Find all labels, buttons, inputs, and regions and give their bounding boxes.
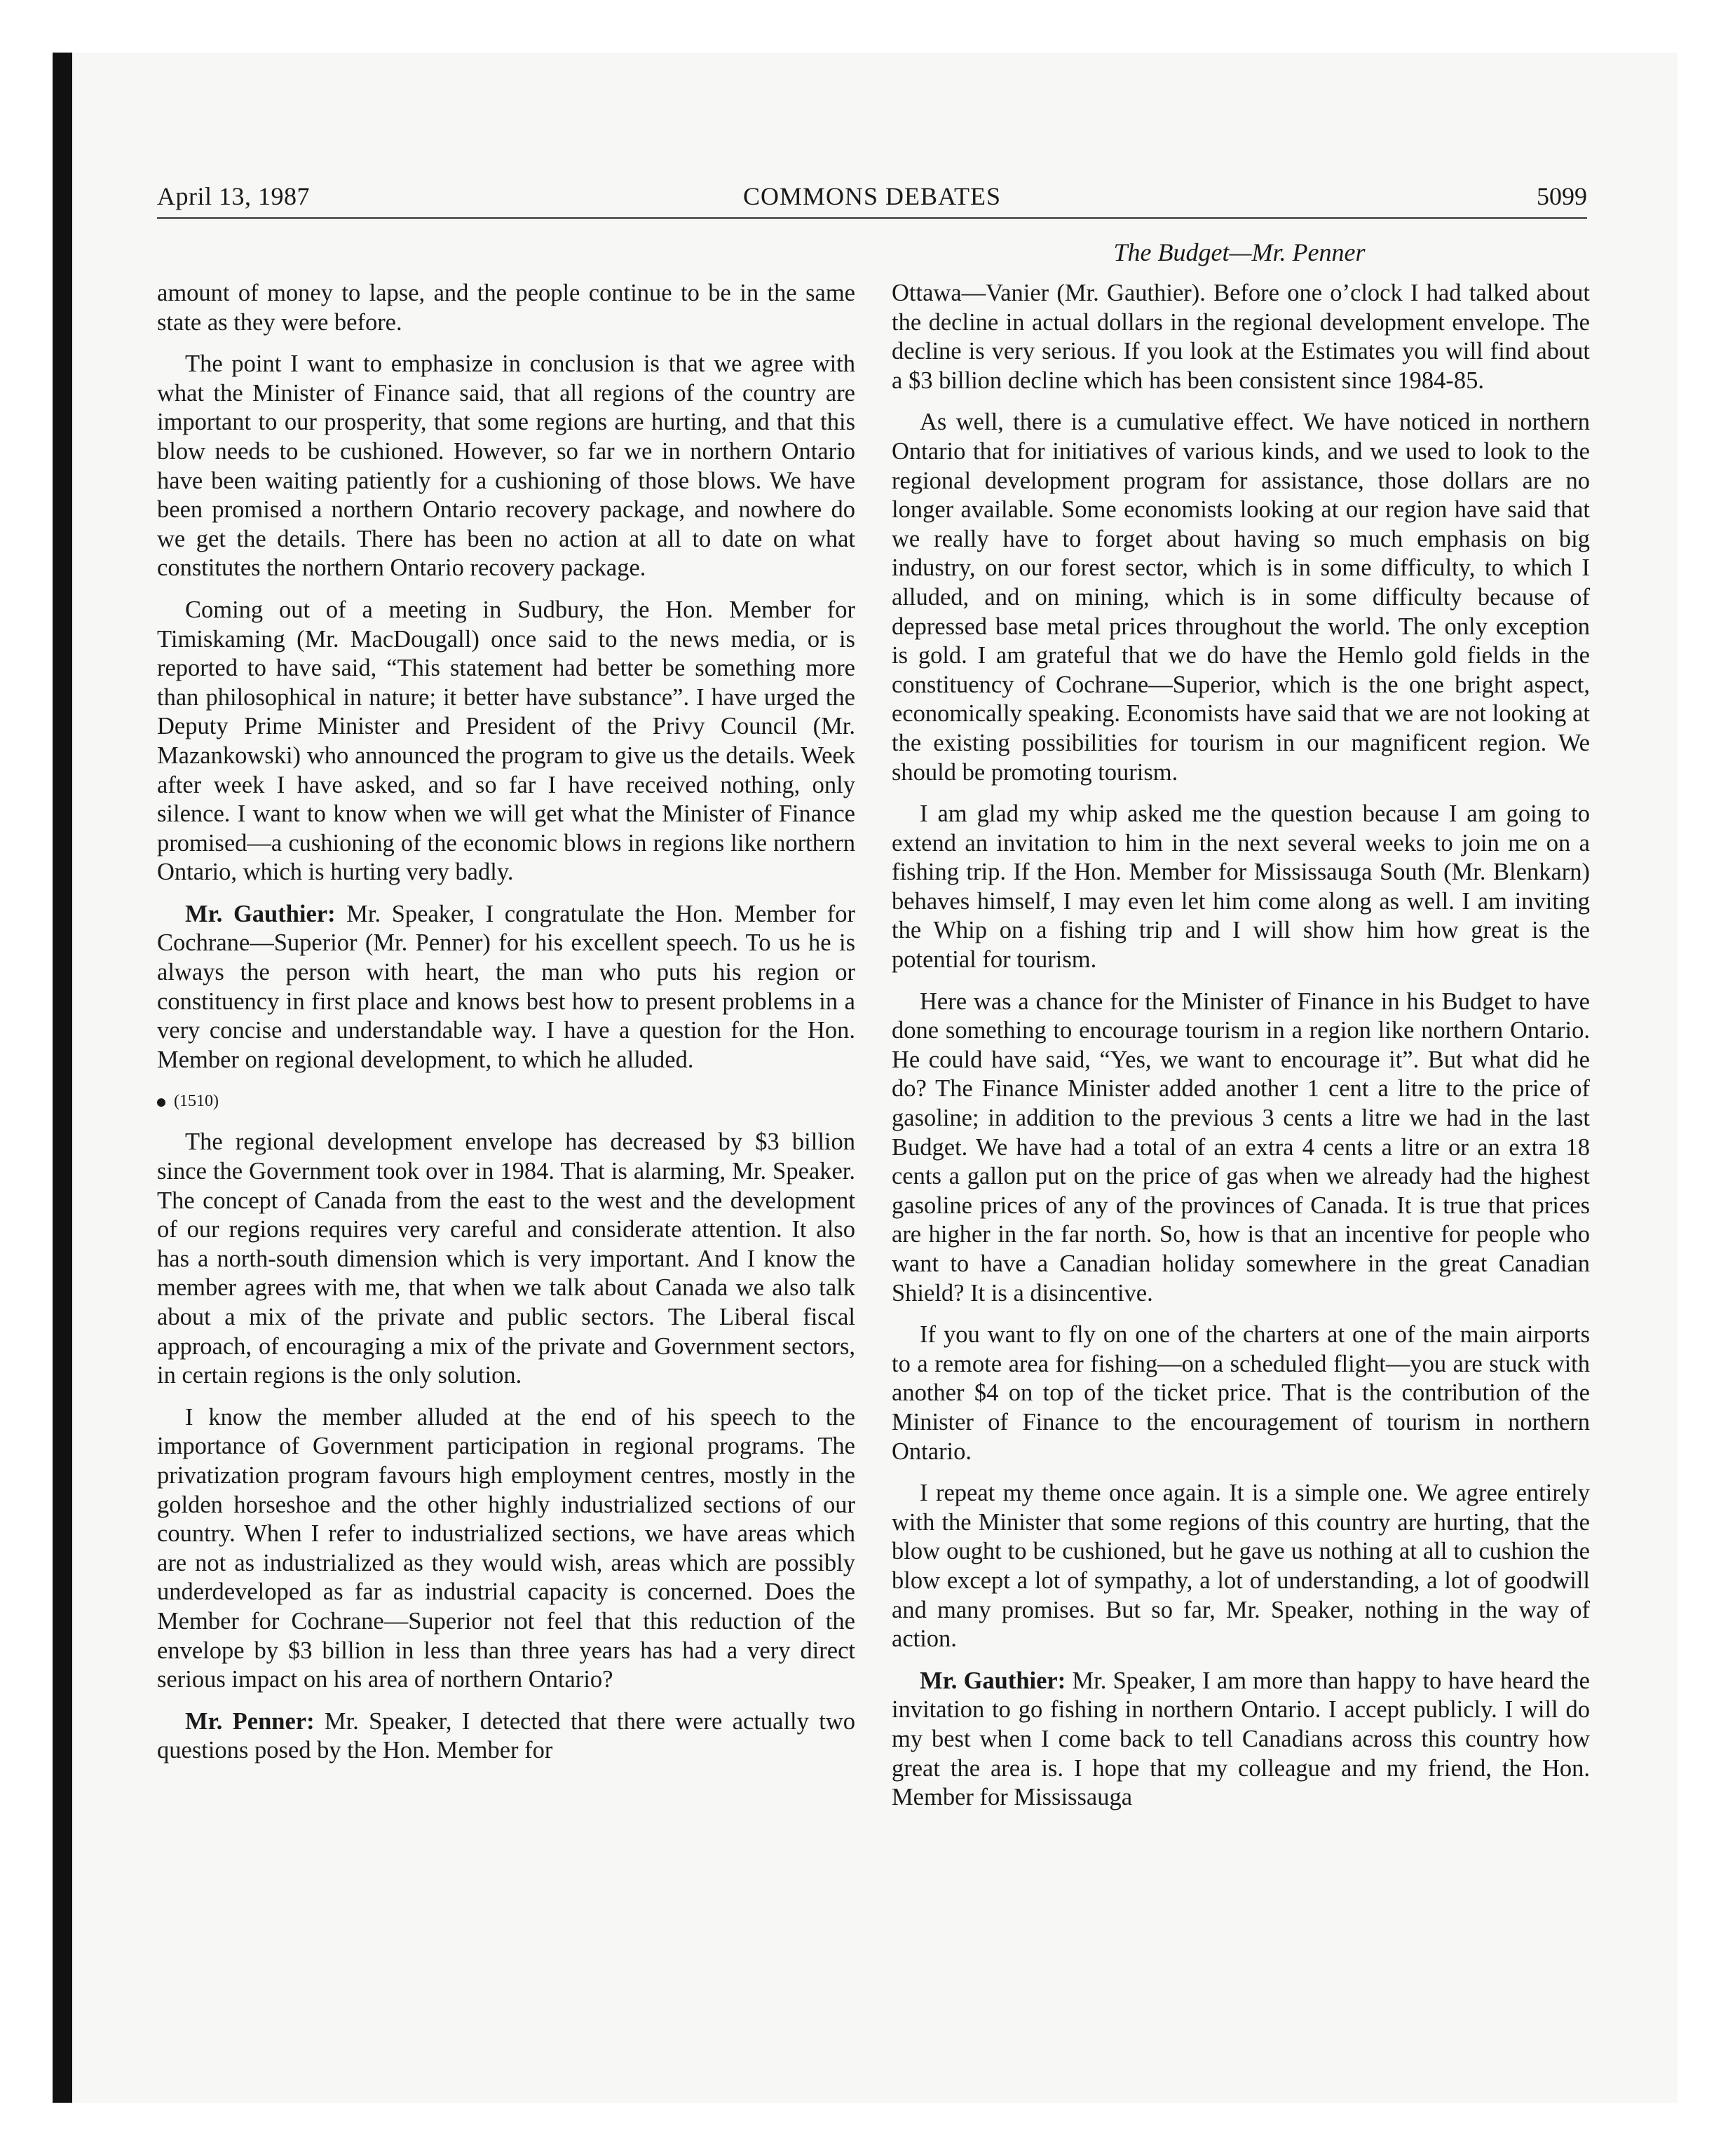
speaker-paragraph <box>157 1707 855 1766</box>
paragraph: As well, there is a cumulative effect. We have noticed in northern Ontario that for initiatives of various kinds, and we used to look to the regional development program for assistance, those dollars are no longer available. Some economists looking at our region have said that we really have to forget about having so much emphasis on big industry, on our forest sector, which is in some difficulty, to which I alluded, and on mining, which is in some difficulty because of depressed base metal prices throughout the world. The only exception is gold. I am grateful that we do have the Hemlo gold fields in the constituency of Cochrane—Superior, which is the one bright aspect, economically speaking. Economists have said that we are not looking at the existing possibilities for tourism in our magnificent region. We should be promoting tourism. <box>892 409 1590 786</box>
running-head: The Budget—Mr. Penner <box>1113 238 1366 266</box>
speaker-paragraph <box>157 900 855 1075</box>
paragraph: Ottawa—Vanier (Mr. Gauthier). Before one o’clock I had talked about the decline in actual dollars in the regional development envelope. The decline is very serious. If you look at the Estimates you will find about a $3 billion decline which has been consistent since 1984-85. <box>892 280 1590 394</box>
bullet-dot-icon <box>157 1098 165 1107</box>
paragraph: I am glad my whip asked me the question because I am going to extend an invitation to him in the next several weeks to join me on a fishing trip. If the Hon. Member for Mississauga South (Mr. Blenkarn) behaves himself, I may even let him come along as well. I am inviting the Whip on a fishing trip and I will show him how great is the potential for tourism. <box>892 800 1590 974</box>
paragraph: Here was a chance for the Minister of Finance in his Budget to have done something to encourage tourism in a region like northern Ontario. He could have said, “Yes, we want to encourage it”. But what did he do? The Finance Minister added another 1 cent a litre to the price of gasoline; in addition to the previous 3 cents a litre we had in the last Budget. We have had a total of an extra 4 cents a litre or an extra 18 cents a gallon put on the price of gas when we already had the highest gasoline prices of any of the provinces of Canada. It is true that prices are higher in the far north. So, how is that an incentive for people who want to have a Canadian holiday somewhere in the great Canadian Shield? It is a disincentive. <box>892 988 1590 1306</box>
scan-edge-bar <box>53 53 72 2103</box>
header-date: April 13, 1987 <box>157 182 310 210</box>
speech-text: Mr. Speaker, I detected that there were actually two questions posed by the Hon. Member for <box>157 1707 855 1764</box>
paragraph: Coming out of a meeting in Sudbury, the Hon. Member for Timiskaming (Mr. MacDougall) once said to the news media, or is reported to have said, “This statement had better be something more than philosophical in nature; it better have substance”. I have urged the Deputy Prime Minister and President of the Privy Council (Mr. Mazankowski) who announced the program to give us the details. Week after week I have asked, and so far I have received nothing, only silence. I want to know when we will get what the Minister of Finance promised—a cushioning of the economic blows in regions like northern Ontario, which is hurting very badly. <box>157 596 855 886</box>
header-title: COMMONS DEBATES <box>742 182 1002 210</box>
speaker-name: Mr. Gauthier: <box>920 1667 1066 1694</box>
left-column <box>157 279 855 1778</box>
time-marker-text: (1510) <box>174 1092 219 1111</box>
speaker-name: Mr. Penner: <box>185 1707 315 1735</box>
paragraph: I know the member alluded at the end of his speech to the importance of Government participation in regional programs. The privatization program favours high employment centres, mostly in the golden horseshoe and the other highly industrialized sections of our country. When I refer to industrialized sections, we have areas which are not as industrialized as they would wish, areas which are possibly underdeveloped as far as industrial capacity is concerned. Does the Member for Cochrane—Superior not feel that this reduction of the envelope by $3 billion in less than three years has had a very direct serious impact on his area of northern Ontario? <box>157 1403 855 1693</box>
page-header <box>157 181 1587 219</box>
paragraph: If you want to fly on one of the charters at one of the main airports to a remote area for fishing—on a scheduled flight—you are stuck with another $4 on top of the ticket price. That is the contribution of the Minister of Finance to the encouragement of tourism in northern Ontario. <box>892 1321 1590 1465</box>
page-number: 5099 <box>1537 182 1587 210</box>
paragraph: The regional development envelope has decreased by $3 billion since the Government took over in 1984. That is alarming, Mr. Speaker. The concept of Canada from the east to the west and the development of our regions requires very careful and considerate attention. It also has a north-south dimension which is very important. And I know the member agrees with me, that when we talk about Canada we also talk about a mix of the private and public sectors. The Liberal fiscal approach, of encouraging a mix of the private and Government sectors, in certain regions is the only solution. <box>157 1128 855 1389</box>
paragraph: amount of money to lapse, and the people continue to be in the same state as they were before. <box>157 280 855 336</box>
speaker-paragraph <box>892 1667 1590 1813</box>
time-marker <box>157 1087 855 1115</box>
speech-text: Mr. Speaker, I am more than happy to have heard the invitation to go fishing in northern Ontario. I accept publicly. I will do my best when I come back to tell Canadians across this country how great the area is. I hope that my colleague and my friend, the Hon. Member for Mississauga <box>892 1667 1590 1811</box>
speech-text: Mr. Speaker, I congratulate the Hon. Member for Cochrane—Superior (Mr. Penner) for his excellent speech. To us he is always the person with heart, the man who puts his region or constituency in first place and knows best how to present problems in a very concise and understandable way. I have a question for the Hon. Member on regional development, to which he alluded. <box>157 900 855 1073</box>
speaker-name: Mr. Gauthier: <box>185 900 336 927</box>
right-column <box>892 279 1590 1825</box>
paragraph: I repeat my theme once again. It is a simple one. We agree entirely with the Minister that some regions of this country are hurting, that the blow ought to be cushioned, but he gave us nothing at all to cushion the blow except a lot of sympathy, a lot of understanding, a lot of goodwill and many promises. But so far, Mr. Speaker, nothing in the way of action. <box>892 1480 1590 1653</box>
paragraph: The point I want to emphasize in conclusion is that we agree with what the Minister of Finance said, that all regions of the country are important to our prosperity, that some regions are hurting, and that this blow needs to be cushioned. However, so far we in northern Ontario have been waiting patiently for a cushioning of those blows. We have been promised a northern Ontario recovery package, and nowhere do we get the details. There has been no action at all to date on what constitutes the northern Ontario recovery package. <box>157 350 855 582</box>
